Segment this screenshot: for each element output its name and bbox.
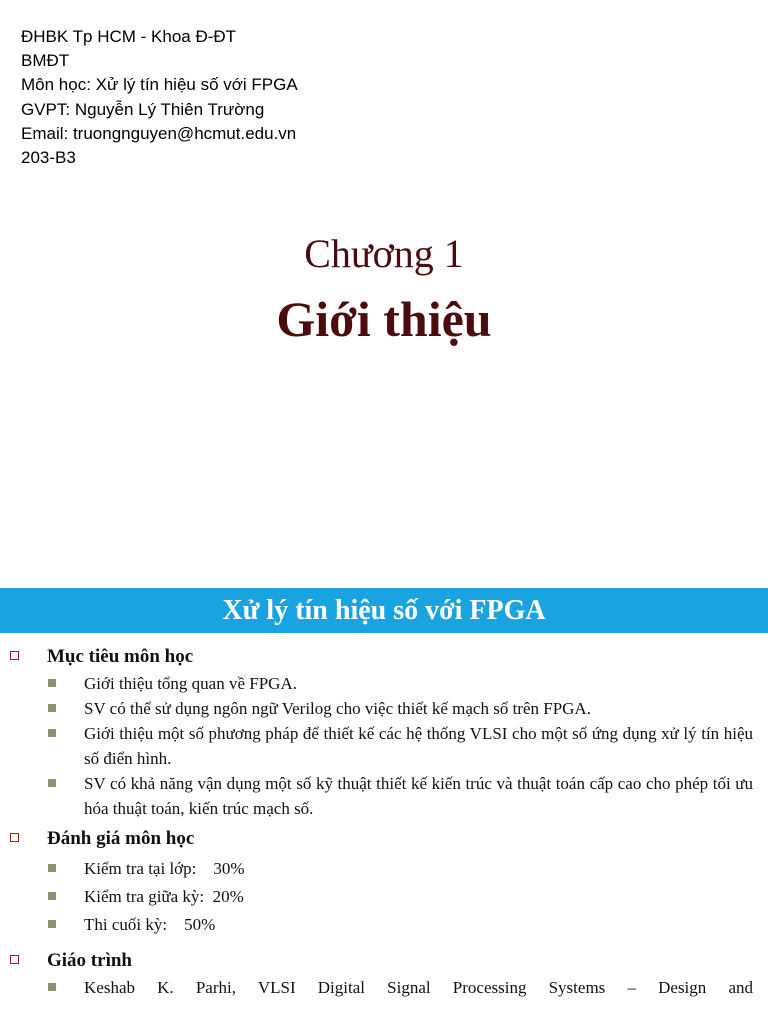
chapter-number: Chương 1 xyxy=(304,231,464,276)
header-line-faculty: ĐHBK Tp HCM - Khoa Đ-ĐT xyxy=(21,27,237,46)
square-bullet-icon xyxy=(48,779,56,787)
list-item-text: SV có thể sử dụng ngôn ngữ Verilog cho việc thiết kế mạch số trên FPGA. xyxy=(84,699,591,718)
section-objectives xyxy=(0,643,768,821)
list-item-text: SV có khả năng vận dụng một số kỹ thuật thiết kế kiến trúc và thuật toán cấp cao cho phép tối ưu hóa thuật toán, kiến trúc mạch số. xyxy=(84,774,753,818)
list-item xyxy=(0,884,768,909)
square-bullet-icon xyxy=(48,729,56,737)
section-textbook xyxy=(0,947,768,1000)
header-line-department: BMĐT xyxy=(21,51,70,71)
header-line-email: Email: truongnguyen@hcmut.edu.vn xyxy=(21,123,297,143)
list-item-text: Thi cuối kỳ: 50% xyxy=(84,915,216,934)
list-item xyxy=(0,912,768,937)
list-item-text: Kiểm tra tại lớp: 30% xyxy=(84,859,245,878)
list-item-text: Kiểm tra giữa kỳ: 20% xyxy=(84,887,244,906)
square-bullet-icon xyxy=(48,864,56,872)
header-line-room: 203-B3 xyxy=(21,148,76,168)
section-heading-text: Mục tiêu môn học xyxy=(47,646,194,667)
list-item xyxy=(0,696,768,721)
square-bullet-icon xyxy=(48,983,56,991)
list-item xyxy=(0,975,768,1000)
section-assessment xyxy=(0,825,768,937)
section-heading xyxy=(0,825,768,853)
list-item-text: Giới thiệu một số phương pháp để thiết kế các hệ thống VLSI cho một số ứng dụng xử lý tín hiệu số điển hình. xyxy=(84,724,753,768)
square-bullet-icon xyxy=(48,679,56,687)
list-item-text: Giới thiệu tổng quan về FPGA. xyxy=(84,674,297,693)
list-item xyxy=(0,721,768,771)
square-bullet-icon xyxy=(10,955,19,964)
square-bullet-icon xyxy=(10,833,19,842)
list-item-text: Keshab K. Parhi, VLSI Digital Signal Processing Systems – Design and xyxy=(84,978,753,997)
header-line-lecturer: GVPT: Nguyễn Lý Thiên Trường xyxy=(21,99,265,119)
list-item xyxy=(0,771,768,821)
slide-content xyxy=(0,643,768,1000)
section-heading-text: Đánh giá môn học xyxy=(47,828,195,849)
section-heading xyxy=(0,947,768,975)
chapter-title: Giới thiệu xyxy=(276,291,492,347)
header-line-course: Môn học: Xử lý tín hiệu số với FPGA xyxy=(21,75,298,95)
slide-banner xyxy=(0,588,768,633)
square-bullet-icon xyxy=(48,920,56,928)
banner-title: Xử lý tín hiệu số với FPGA xyxy=(222,595,546,626)
list-item xyxy=(0,856,768,881)
square-bullet-icon xyxy=(48,892,56,900)
square-bullet-icon xyxy=(10,651,19,660)
section-heading xyxy=(0,643,768,671)
section-heading-text: Giáo trình xyxy=(47,950,132,971)
course-header xyxy=(21,25,298,170)
list-item xyxy=(0,671,768,696)
square-bullet-icon xyxy=(48,704,56,712)
